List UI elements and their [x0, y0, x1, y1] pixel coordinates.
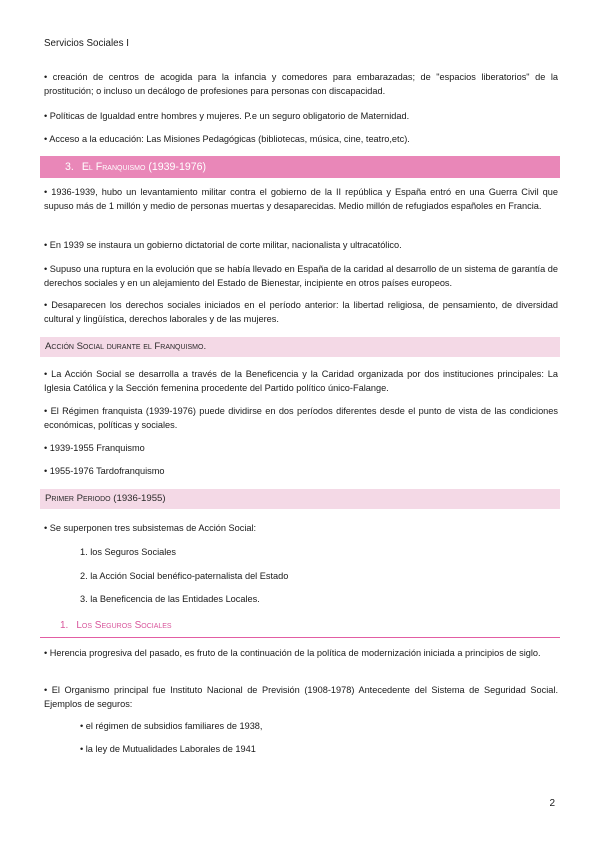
section-number: 3.	[65, 161, 74, 173]
list-item-seguros: 1. los Seguros Sociales	[80, 547, 177, 557]
subheading-primer-periodo: Primer Periodo (1936-1955)	[40, 489, 560, 509]
subheading-underline	[40, 637, 560, 638]
bullet-desaparecen-derechos: • Desaparecen los derechos sociales iniciados en el período anterior: la libertad religiosa, de pensamiento, de diversidad cultural y lingüística, derechos laborales y de las mujeres.	[44, 300, 558, 324]
bullet-guerra-civil: • 1936-1939, hubo un levantamiento militar contra el gobierno de la II república y España entró en una Guerra Civil que supuso más de 1 millón y medio de personas muertas y desaparecidas. Medio millón de refugiados españoles en Francia.	[44, 187, 558, 211]
subheading-seguros-sociales	[40, 620, 560, 631]
bullet-subsistemas: • Se superponen tres subsistemas de Acción Social:	[44, 523, 257, 533]
bullet-gobierno-dictatorial: • En 1939 se instaura un gobierno dictatorial de corte militar, nacionalista y ultracatólico.	[44, 240, 402, 250]
bullet-beneficencia: • La Acción Social se desarrolla a través de la Beneficencia y la Caridad organizada por dos instituciones principales: La Iglesia Católica y la Sección femenina procedente del Partido político único-Falange.	[44, 369, 558, 393]
subheading-title: Los Seguros Sociales	[76, 620, 172, 631]
bullet-acogida: • creación de centros de acogida para la infancia y comedores para embarazadas; de "espacios liberatorios" de la prostitución; o incluso un decálogo de profesiones para personas con discapacidad.	[44, 72, 558, 96]
bullet-regimen: • El Régimen franquista (1939-1976) puede dividirse en dos períodos diferentes desde el punto de vista de las condiciones económicas, políticas y sociales.	[44, 406, 558, 430]
bullet-organismo: • El Organismo principal fue Instituto Nacional de Previsión (1908-1978) Antecedente del Sistema de Seguridad Social. Ejemplos de seguros:	[44, 685, 558, 709]
list-item-subsidios: • el régimen de subsidios familiares de 1938,	[80, 721, 263, 731]
section-title: El Franquismo (1939-1976)	[81, 161, 207, 173]
bullet-educacion: • Acceso a la educación: Las Misiones Pedagógicas (bibliotecas, música, cine, teatro,etc).	[44, 134, 410, 144]
page-number: 2	[549, 798, 555, 809]
list-item-mutualidades: • la ley de Mutualidades Laborales de 1941	[80, 744, 256, 754]
subheading-accion-social: Acción Social durante el Franquismo.	[40, 337, 560, 357]
bullet-franquismo-periodo: • 1939-1955 Franquismo	[44, 443, 145, 453]
bullet-tardofranquismo: • 1955-1976 Tardofranquismo	[44, 466, 165, 476]
page-header: Servicios Sociales I	[44, 38, 129, 49]
list-item-accion-benefica: 2. la Acción Social benéfico-paternalista del Estado	[80, 571, 289, 581]
subheading-number: 1.	[60, 620, 69, 631]
bullet-ruptura: • Supuso una ruptura en la evolución que se había llevado en España de la caridad al desarrollo de un sistema de garantía de derechos sociales y en un alejamiento del Estado de Bienestar, incipiente en otros países europeos.	[44, 264, 558, 288]
section-heading-franquismo	[40, 156, 560, 178]
bullet-herencia: • Herencia progresiva del pasado, es fruto de la continuación de la política de modernización iniciada a principios de siglo.	[44, 648, 541, 658]
bullet-igualdad: • Políticas de Igualdad entre hombres y mujeres. P.e un seguro obligatorio de Maternidad.	[44, 111, 410, 121]
list-item-beneficencia-local: 3. la Beneficencia de las Entidades Locales.	[80, 594, 260, 604]
